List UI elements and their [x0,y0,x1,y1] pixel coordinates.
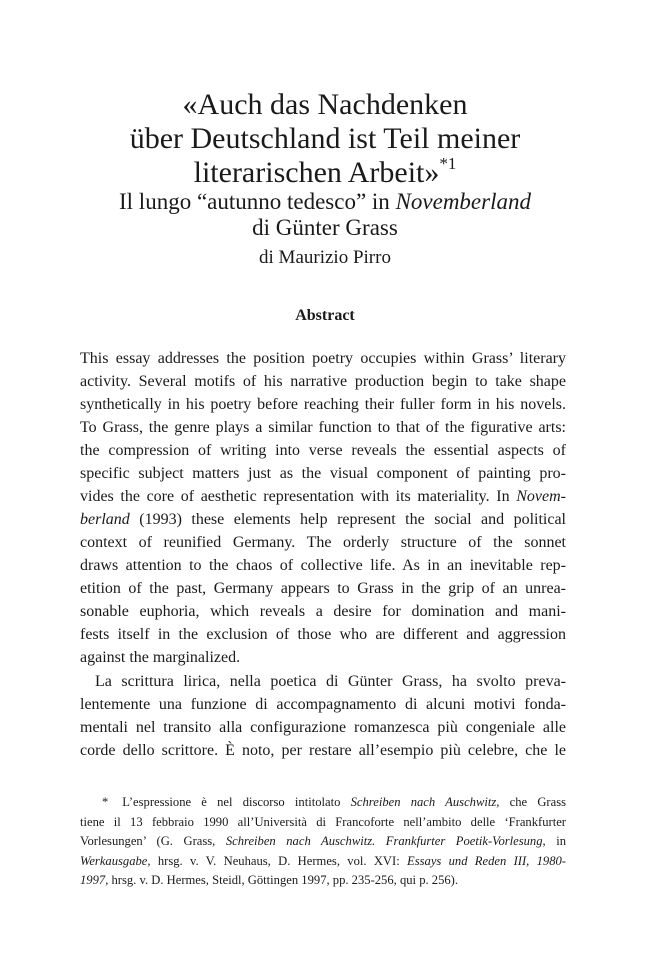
subtitle-line-1 [0,189,650,215]
footnote-line [80,852,566,872]
abstract-line [80,508,566,531]
footnote-line [80,832,566,852]
author-byline: di Maurizio Pirro [259,247,391,268]
footnote-text: , che Grass [496,795,567,809]
footnote-italic: Essays und Reden III, 1980- [407,853,566,868]
footnote-line: tiene il 13 febbraio 1990 all’Università di Francoforte nell’ambito delle ‘Frankfurter [80,814,566,829]
title-footnote-ref[interactable]: *1 [439,154,457,173]
abstract-line: synthetically in his poetry before reaching their fuller form in his novels. [80,396,566,413]
abstract-line: activity. Several motifs of his narrative production begin to take shape [80,373,566,390]
footnote-text: , hrsg. v. D. Hermes, Steidl, Göttingen 1997, pp. 235-256, qui p. 256). [105,873,459,887]
body-paragraph [80,670,566,762]
footnote-line [80,871,566,891]
subtitle-prefix: Il lungo “autunno tedesco” in [119,189,396,214]
abstract-line-text: (1993) these elements help represent the social and political [129,511,566,528]
abstract-line: specific subject matters just as the visual component of painting pro- [80,465,566,482]
footnote-italic: Werkausgabe [80,853,148,868]
footnote-mark: * [102,795,109,809]
abstract-line: draws attention to the chaos of collective life. As in an inevitable rep- [80,557,566,574]
abstract-line: the compression of writing into verse reveals the essential aspects of [80,442,566,459]
abstract-line: fests itself in the exclusion of those who are different and aggression [80,626,566,643]
footnote-italic: Schreiben nach Auschwitz [350,795,497,809]
title-line-3 [0,156,650,190]
abstract-line: etition of the past, Germany appears to Grass in the grip of an unrea- [80,580,566,597]
footnote-text: , hrsg. v. V. Neuhaus, D. Hermes, vol. XVI: [147,853,408,868]
abstract-line-text: vides the core of aesthetic representation with its materiality. In [80,488,517,505]
abstract-line [80,485,566,508]
abstract-text [80,347,566,669]
footnote-text: , in [542,834,567,848]
abstract-line: To Grass, the genre plays a similar function to that of the figurative arts: [80,419,566,436]
footnote-italic: 1997 [80,873,106,887]
title-line-1: «Auch das Nachdenken [182,88,468,121]
abstract-line: sonable euphoria, which reveals a desire for domination and mani- [80,603,566,620]
body-line: lentemente una funzione di accompagnamento di alcuni motivi fonda- [80,696,566,713]
abstract-line: This essay addresses the position poetry occupies within Grass’ literary [80,350,566,367]
title-line-2: über Deutschland ist Teil meiner [129,122,521,155]
body-line: La scrittura lirica, nella poetica di Günter Grass, ha svolto preva- [95,673,566,690]
subtitle-work-title: Novemberland [395,189,531,214]
footnote [80,793,566,891]
footnote-line [80,793,566,813]
abstract-heading: Abstract [295,307,355,324]
body-line: mentali nel transito alla configurazione romanzesca più congeniale alle [80,719,566,736]
article-subtitle [0,189,650,241]
abstract-italic-title: Novem- [516,488,566,505]
abstract-line: against the marginalized. [80,649,241,666]
abstract-line: context of reunified Germany. The orderly structure of the sonnet [80,534,566,551]
footnote-italic: Schreiben nach Auschwitz. Frankfurter Poetik-Vorlesung [225,834,543,848]
title-line-3-text: literarischen Arbeit» [193,156,440,189]
article-title [0,88,650,190]
subtitle-line-2: di Günter Grass [252,215,398,240]
footnote-text: Vorlesungen’ (G. Grass, [80,834,226,848]
footnote-text: L’espressione è nel discorso intitolato [122,795,351,809]
body-line: corde dello scrittore. È noto, per restare all’esempio più celebre, che le [80,742,566,759]
abstract-italic-title: berland [80,511,130,528]
